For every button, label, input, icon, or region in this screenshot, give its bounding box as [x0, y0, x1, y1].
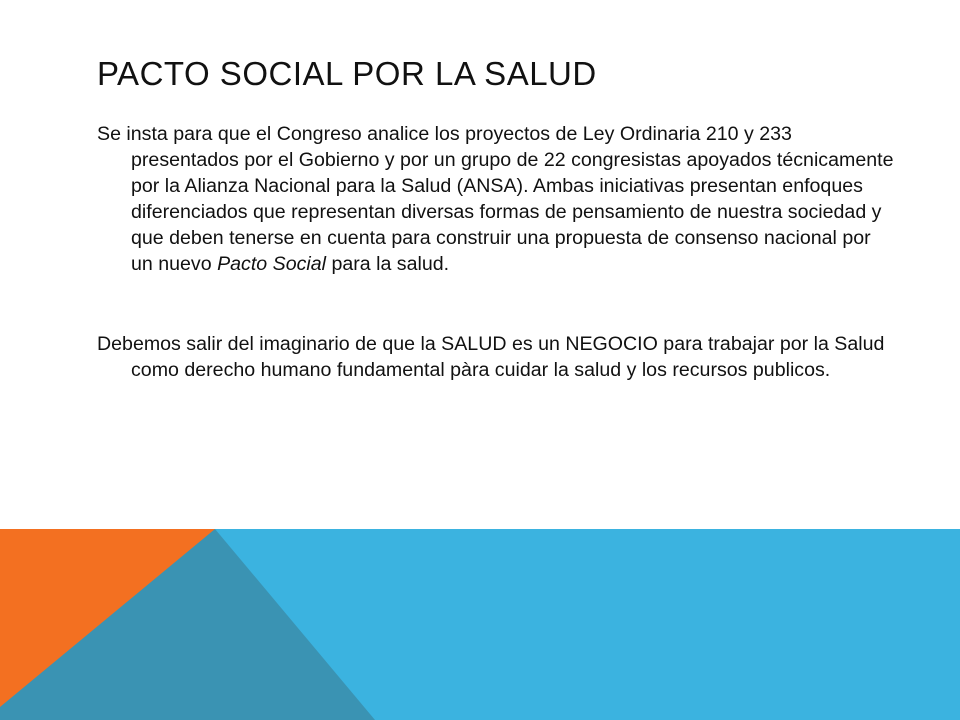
banner-graphic	[0, 529, 960, 720]
decorative-banner	[0, 529, 960, 720]
paragraph-salud-negocio: Debemos salir del imaginario de que la SALUD es un NEGOCIO para trabajar por la Salud como derecho humano fundamental pàra cuidar la salud y los recursos publicos.	[97, 332, 885, 381]
paragraph-text-after: para la salud.	[326, 253, 450, 276]
paragraph-text-before: Se insta para que el Congreso analice los proyectos de Ley Ordinaria 210 y 233 presentados por el Gobierno y por un grupo de 22 congresistas apoyados técnicamente por la Alianza Nacional para la Salud (ANSA). Ambas iniciativas presentan enfoques diferenciados que representan diversas formas de pensamiento de nuestra sociedad y que deben tenerse en cuenta para construir una propuesta de consenso nacional por un nuevo	[97, 123, 894, 276]
paragraph-italic-term: Pacto Social	[217, 253, 326, 276]
slide-title: PACTO SOCIAL POR LA SALUD	[97, 55, 597, 92]
slide-body	[97, 121, 897, 383]
paragraph-pacto-social	[97, 121, 897, 278]
